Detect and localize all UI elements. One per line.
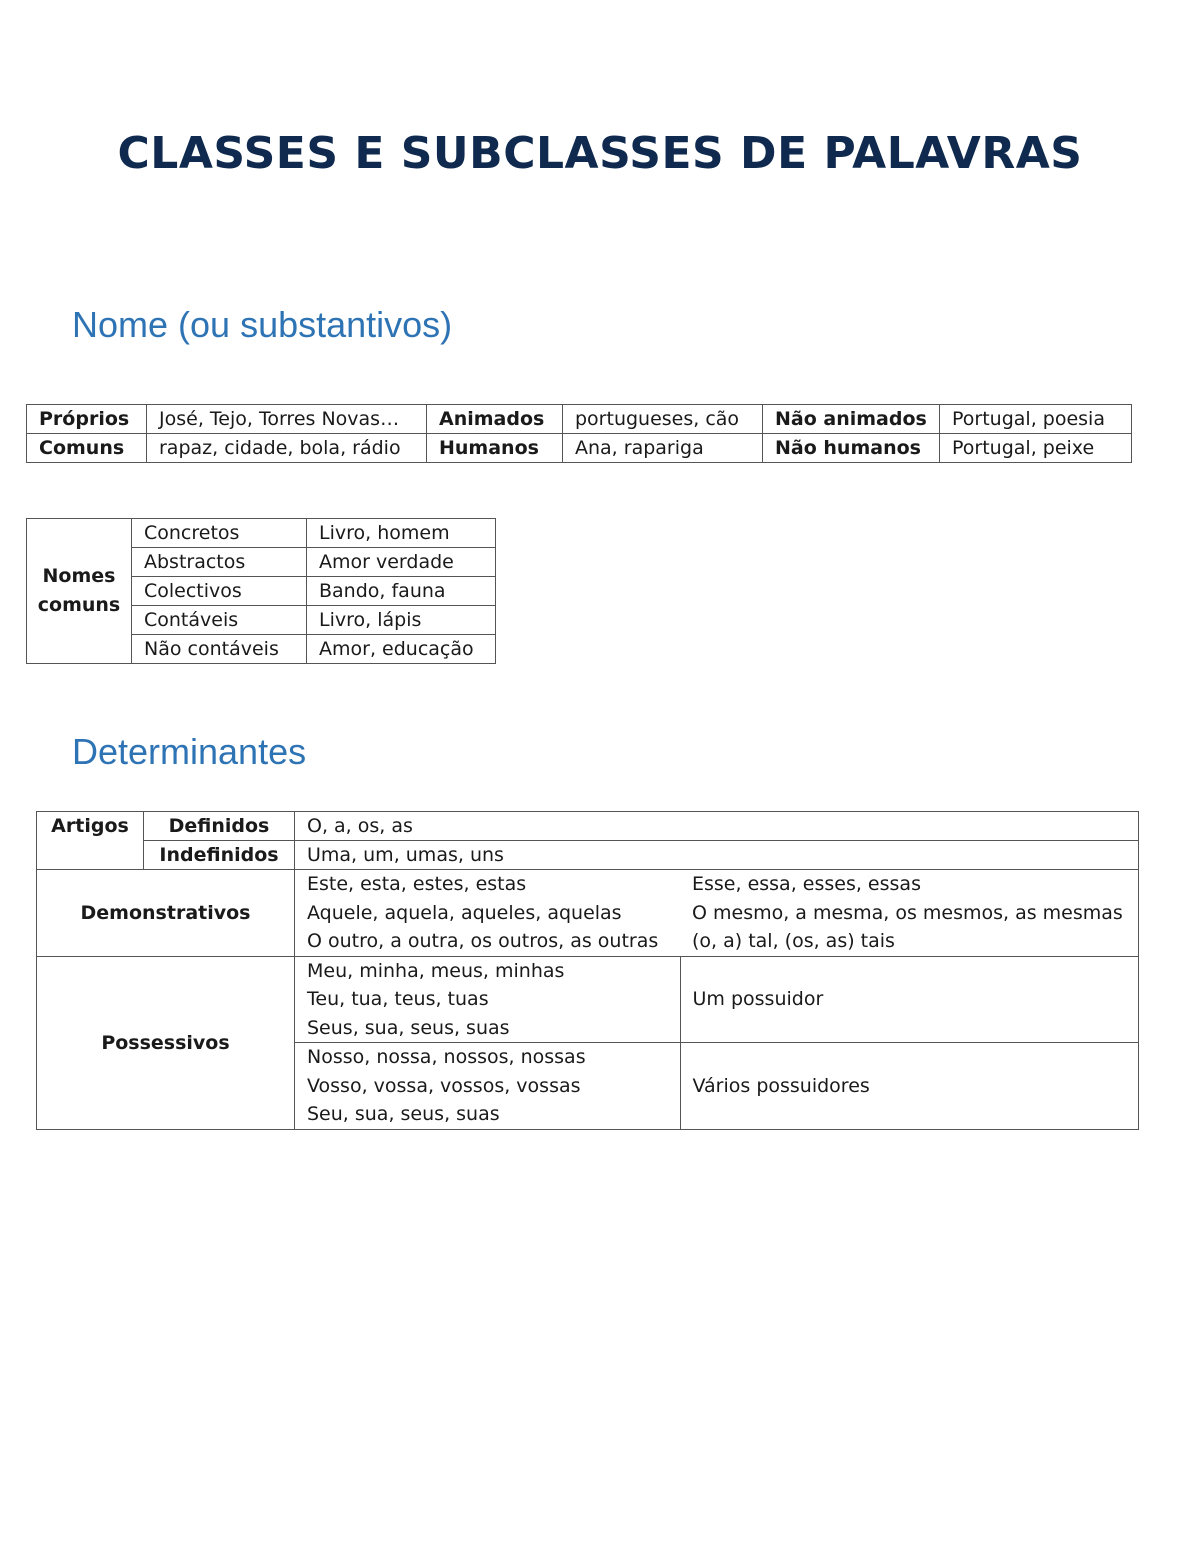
table-cell: Bando, fauna <box>307 577 496 606</box>
table-cell: Abstractos <box>132 548 307 577</box>
table-row <box>37 956 1139 1043</box>
table-cell: Livro, homem <box>307 519 496 548</box>
list-item: Teu, tua, teus, tuas <box>307 988 489 1010</box>
table-cell: Contáveis <box>132 606 307 635</box>
list-item: Seu, sua, seus, suas <box>307 1103 500 1125</box>
list-item: Esse, essa, esses, essas <box>692 873 921 895</box>
possessivos-um <box>295 956 681 1043</box>
list-item: Vosso, vossa, vossos, vossas <box>307 1074 581 1097</box>
table-cell: Não humanos <box>763 434 940 463</box>
list-item: Seus, sua, seus, suas <box>307 1016 510 1039</box>
table-row <box>27 434 1132 463</box>
artigos-label: Artigos <box>37 812 144 870</box>
table-cell: Amor, educação <box>307 635 496 664</box>
demonstrativos-right <box>680 870 1139 957</box>
um-possuidor-label: Um possuidor <box>680 956 1139 1043</box>
table-cell: Não contáveis <box>132 635 307 664</box>
table-cell: Não animados <box>763 405 940 434</box>
demonstrativos-left <box>295 870 681 957</box>
page-title: CLASSES E SUBCLASSES DE PALAVRAS <box>117 128 1083 179</box>
list-item: Este, esta, estes, estas <box>307 873 527 895</box>
table-cell: Colectivos <box>132 577 307 606</box>
demonstrativos-label: Demonstrativos <box>37 870 295 957</box>
possessivos-label: Possessivos <box>37 956 295 1129</box>
list-item: (o, a) tal, (os, as) tais <box>692 930 895 952</box>
table-row <box>27 405 1132 434</box>
table-cell: Concretos <box>132 519 307 548</box>
nomes-table <box>26 404 1132 463</box>
table-cell: rapaz, cidade, bola, rádio <box>147 434 427 463</box>
list-item: Meu, minha, meus, minhas <box>307 959 565 982</box>
table-cell: Livro, lápis <box>307 606 496 635</box>
nomes-comuns-table <box>26 518 496 664</box>
table-cell: Animados <box>427 405 563 434</box>
table-cell: José, Tejo, Torres Novas… <box>147 405 427 434</box>
definidos-value: O, a, os, as <box>295 812 1139 841</box>
table-cell: portugueses, cão <box>563 405 763 434</box>
list-item: O mesmo, a mesma, os mesmos, as mesmas <box>692 901 1123 924</box>
table-row <box>37 841 1139 870</box>
list-item: Aquele, aquela, aqueles, aquelas <box>307 901 622 924</box>
determinantes-table <box>36 811 1139 1130</box>
table-row <box>37 870 1139 957</box>
list-item: Nosso, nossa, nossos, nossas <box>307 1046 586 1068</box>
table-row <box>37 812 1139 841</box>
varios-possuidores-label: Vários possuidores <box>680 1043 1139 1130</box>
nomes-comuns-label: Nomes comuns <box>27 519 132 664</box>
indefinidos-label: Indefinidos <box>144 841 295 870</box>
section-title-determinantes: Determinantes <box>72 731 307 772</box>
indefinidos-value: Uma, um, umas, uns <box>295 841 1139 870</box>
table-cell: Próprios <box>27 405 147 434</box>
table-row <box>27 519 496 548</box>
definidos-label: Definidos <box>144 812 295 841</box>
table-cell: Portugal, peixe <box>940 434 1132 463</box>
table-cell: Ana, rapariga <box>563 434 763 463</box>
table-cell: Comuns <box>27 434 147 463</box>
table-cell: Humanos <box>427 434 563 463</box>
section-title-nome: Nome (ou substantivos) <box>72 304 453 345</box>
possessivos-varios <box>295 1043 681 1130</box>
table-cell: Portugal, poesia <box>940 405 1132 434</box>
table-cell: Amor verdade <box>307 548 496 577</box>
list-item: O outro, a outra, os outros, as outras <box>307 930 659 952</box>
